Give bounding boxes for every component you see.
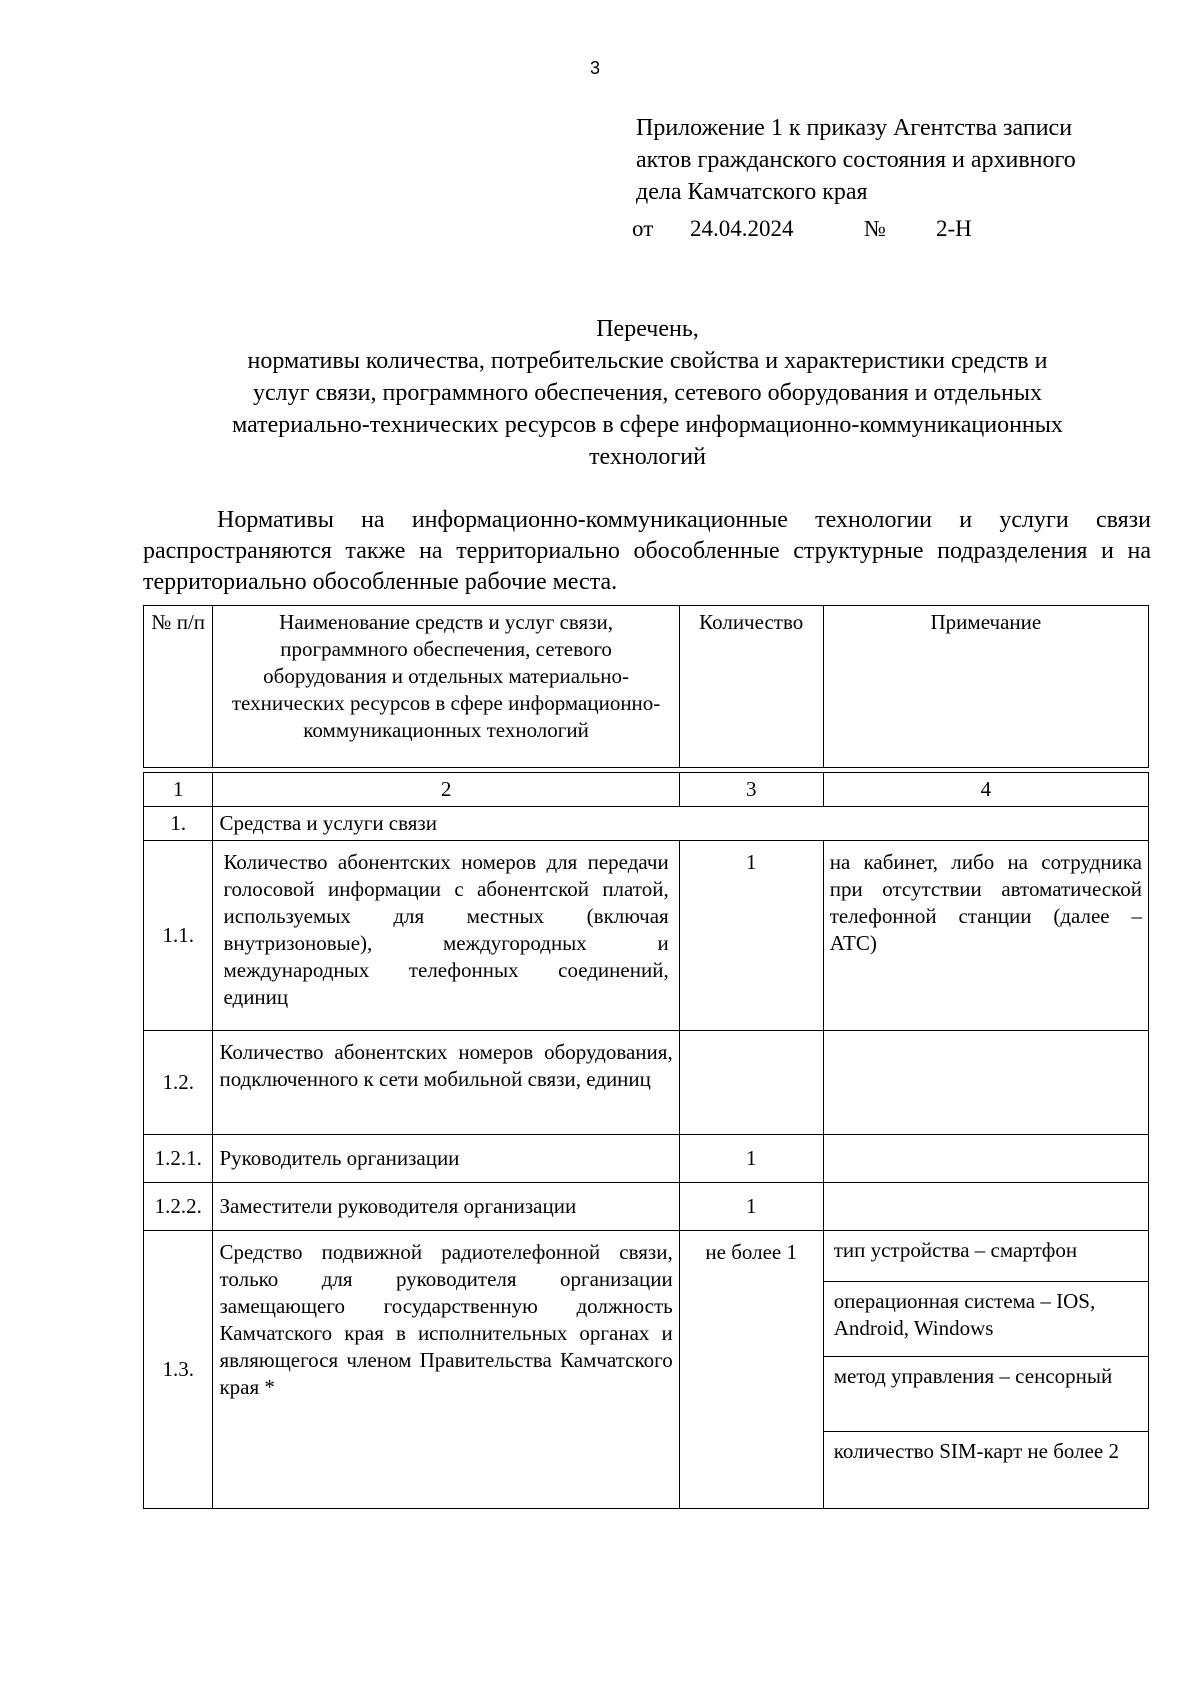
col-number: 4 (823, 773, 1148, 807)
row-note (823, 1135, 1148, 1183)
col-number: 1 (144, 773, 213, 807)
row-qty: 1 (679, 1135, 823, 1183)
row-qty: не более 1 (679, 1231, 823, 1509)
table-header-row (144, 606, 1149, 768)
appendix-header (636, 112, 1156, 208)
row-qty (679, 1031, 823, 1135)
row-num: 1.2. (144, 1031, 213, 1135)
col-number: 2 (213, 773, 679, 807)
title-line: материально-технических ресурсов в сфере информационно-коммуникационных (232, 412, 1063, 438)
table-row (144, 807, 1149, 841)
appendix-line: актов гражданского состояния и архивного (636, 147, 1076, 173)
header-num: № п/п (144, 606, 213, 768)
note-item: операционная система – IOS, Android, Windows (824, 1282, 1148, 1357)
column-numbers-row (144, 773, 1149, 807)
row-name: Заместители руководителя организации (213, 1183, 679, 1231)
title-line: услуг связи, программного обеспечения, сетевого оборудования и отдельных (252, 380, 1043, 406)
order-prefix: от (632, 216, 654, 241)
row-num: 1.2.1. (144, 1135, 213, 1183)
row-note: на кабинет, либо на сотрудника при отсутствии автоматической телефонной станции (далее – АТС) (823, 841, 1148, 1031)
header-note: Примечание (823, 606, 1148, 768)
document-title (140, 313, 1155, 473)
table-row (144, 1231, 1149, 1509)
row-name: Руководитель организации (213, 1135, 679, 1183)
title-line: технологий (589, 444, 706, 470)
row-notes (823, 1231, 1148, 1509)
appendix-line: Приложение 1 к приказу Агентства записи (636, 115, 1073, 141)
row-note (823, 1183, 1148, 1231)
order-number-sign: № (864, 216, 886, 241)
header-qty: Количество (679, 606, 823, 768)
title-line: нормативы количества, потребительские свойства и характеристики средств и (247, 348, 1048, 374)
table-row (144, 1135, 1149, 1183)
row-name: Средство подвижной радиотелефонной связи, только для руководителя организации замещающего государственную должность Камчатского края в исполнительных органах и являющегося членом Правительства Камчатского края * (213, 1231, 679, 1509)
row-name: Количество абонентских номеров для передачи голосовой информации с абонентской платой, используемых для местных (включая внутризоновые), междугородных и международных телефонных соединений, единиц (213, 841, 679, 1031)
page-number: 3 (590, 58, 601, 78)
row-name: Средства и услуги связи (213, 807, 1149, 841)
intro-paragraph: Нормативы на информационно-коммуникационные технологии и услуги связи распространяются также на территориально обособленные структурные подразделения и на территориально обособленные рабочие места. (143, 507, 1151, 595)
note-item: метод управления – сенсорный (824, 1357, 1148, 1432)
row-num: 1.2.2. (144, 1183, 213, 1231)
row-note (823, 1031, 1148, 1135)
table-row (144, 841, 1149, 1031)
row-num: 1.1. (144, 841, 213, 1031)
col-number: 3 (679, 773, 823, 807)
row-qty: 1 (679, 841, 823, 1031)
note-item: тип устройства – смартфон (824, 1231, 1148, 1282)
table-row (144, 1031, 1149, 1135)
row-name: Количество абонентских номеров оборудования, подключенного к сети мобильной связи, единиц (213, 1031, 679, 1135)
row-qty: 1 (679, 1183, 823, 1231)
order-date: 24.04.2024 (690, 216, 794, 241)
norms-table (143, 605, 1149, 1509)
row-num: 1.3. (144, 1231, 213, 1509)
order-number: 2-Н (936, 216, 972, 241)
row-num: 1. (144, 807, 213, 841)
table-row (144, 1183, 1149, 1231)
appendix-line: дела Камчатского края (636, 179, 868, 205)
note-item: количество SIM-карт не более 2 (833, 1439, 1119, 1463)
title-line: Перечень, (596, 316, 699, 342)
header-name: Наименование средств и услуг связи, программного обеспечения, сетевого оборудования и отдельных материально-технических ресурсов в сфере информационно-коммуникационных технологий (213, 606, 679, 768)
